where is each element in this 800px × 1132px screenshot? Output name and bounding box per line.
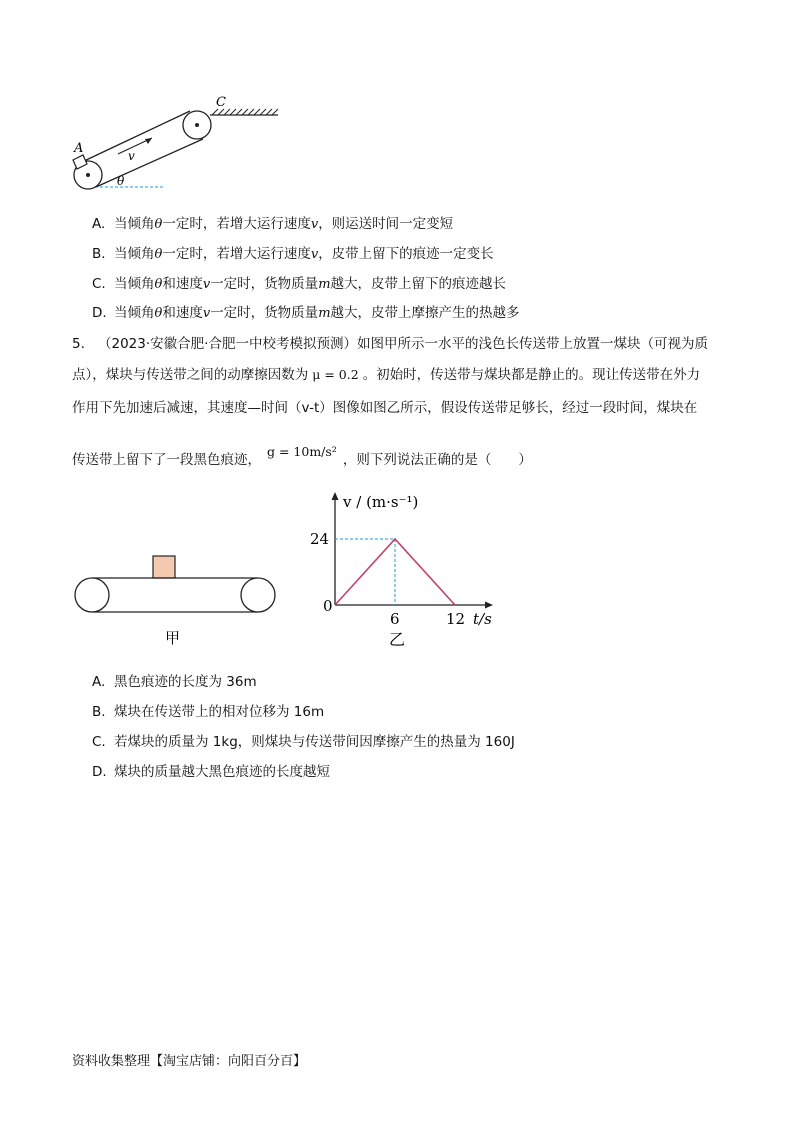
x-axis-label: t/s [473,610,492,628]
q4-option-d: D. 当倾角θ和速度v一定时，货物质量m越大，皮带上摩擦产生的热越多 [92,305,520,321]
horizontal-conveyor-figure [70,550,285,650]
right-pulley [241,578,275,612]
x-tick-12: 12 [446,610,466,628]
y-axis-label: v / (m·s⁻¹) [343,493,419,511]
q5-line-2: 点），煤块与传送带之间的动摩擦因数为 μ = 0.2 。初始时，传送带与煤块都是静止的。现让传送带在外力 [72,367,701,383]
incline-conveyor-figure [60,88,300,198]
q5-option-c: C. 若煤块的质量为 1kg，则煤块与传送带间因摩擦产生的热量为 160J [92,734,515,750]
y-axis-arrow [332,492,339,500]
x-tick-6: 6 [390,610,400,628]
q4-option-c: C. 当倾角θ和速度v一定时，货物质量m越大，皮带上留下的痕迹越长 [92,276,507,292]
question-number: 5. [72,336,85,352]
label-theta: θ [117,174,125,188]
q5-line-3: 作用下先加速后减速，其速度—时间（v-t）图像如图乙所示，假设传送带足够长，经过一段时间，煤块在 [72,400,698,416]
left-pulley [75,578,109,612]
x-axis-arrow [485,602,493,609]
caption-jia: 甲 [165,629,181,647]
footer-note: 资料收集整理【淘宝店铺：向阳百分百】 [72,1054,307,1069]
coal-block [153,556,175,578]
x-tick-0: 0 [323,597,333,615]
label-a: A [74,141,84,156]
q5-line-1: 5. （2023·安徽合肥·合肥一中校考模拟预测）如图甲所示一水平的浅色长传送带上放置一煤块（可视为质 [72,336,708,352]
y-tick-24: 24 [310,530,330,548]
q5-option-a: A. 黑色痕迹的长度为 36m [92,674,257,690]
mu-formula: μ = 0.2 [312,367,359,382]
q5-line-4: 传送带上留下了一段黑色痕迹，g = 10m/s²，则下列说法正确的是（ ） [72,444,532,468]
q5-option-d: D. 煤块的质量越大黑色痕迹的长度越短 [92,764,330,780]
label-v: v [128,149,135,163]
caption-yi: 乙 [389,630,406,649]
q5-option-b: B. 煤块在传送带上的相对位移为 16m [92,704,325,720]
vt-chart [305,485,515,650]
label-c: C [216,95,226,110]
q4-option-b: B. 当倾角θ一定时，若增大运行速度v，皮带上留下的痕迹一定变长 [92,246,494,262]
q4-option-a: A. 当倾角θ一定时，若增大运行速度v，则运送时间一定变短 [92,216,454,232]
g-formula: g = 10m/s² [267,444,337,459]
